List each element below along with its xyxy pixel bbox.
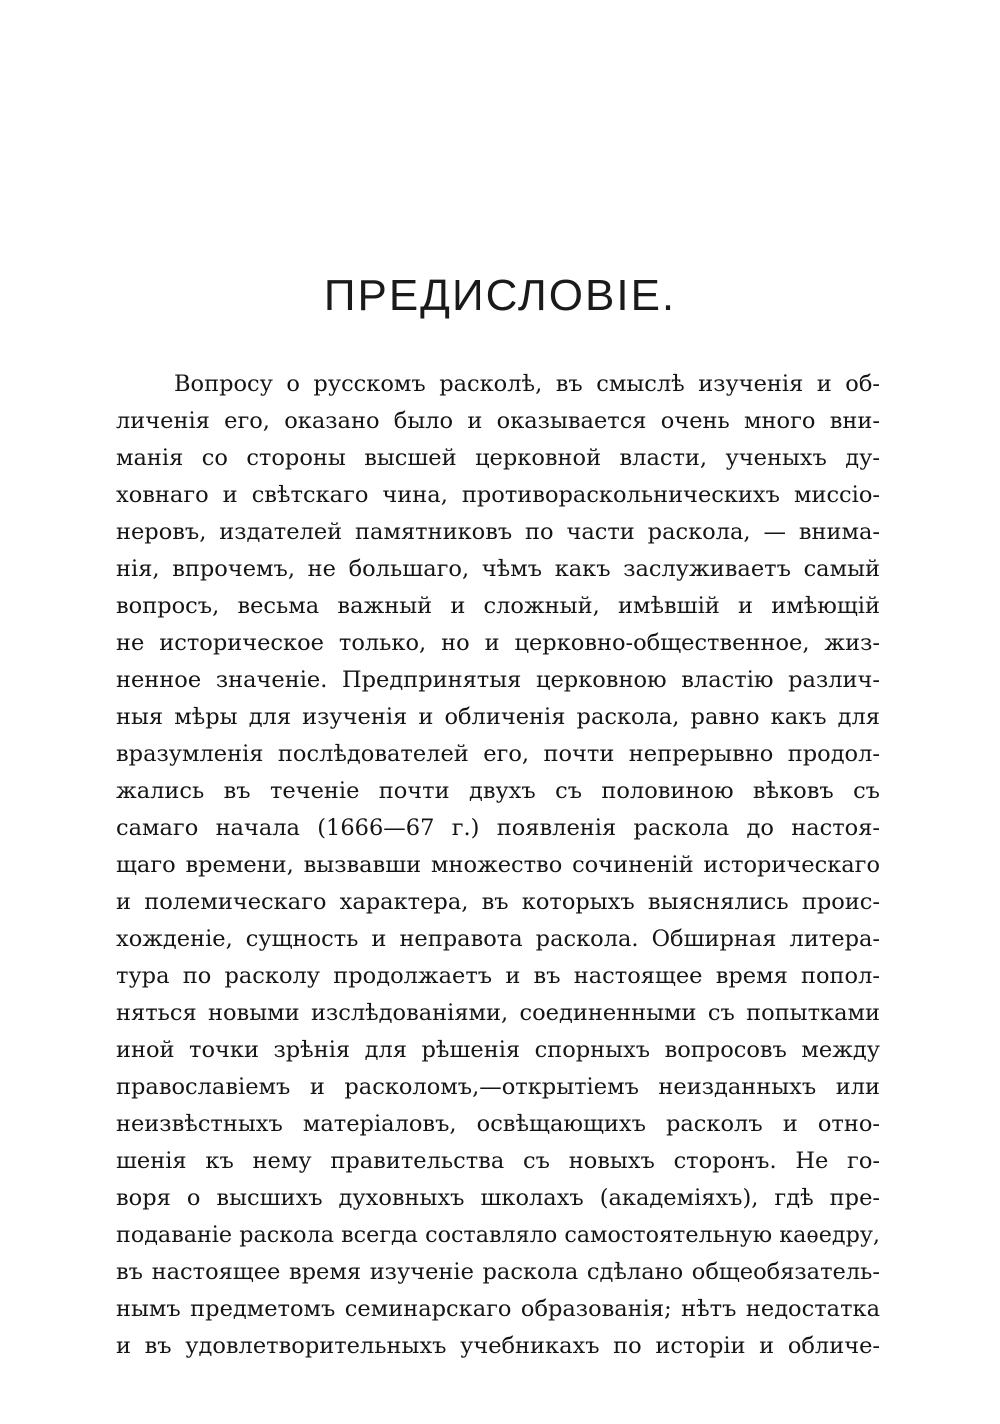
text-line: подаваніе раскола всегда составляло самостоятельную каѳедру,: [116, 1222, 880, 1248]
text-line: православіемъ и расколомъ,—открытіемъ неизданныхъ или: [116, 1074, 880, 1100]
preface-paragraph: [116, 366, 880, 1365]
page-title: ПРЕДИСЛОВІЕ.: [323, 271, 677, 320]
text-line: и полемическаго характера, въ которыхъ выяснялись проис-: [116, 889, 880, 915]
text-line: неровъ, издателей памятниковъ по части раскола, — внима-: [116, 519, 880, 545]
text-line: жались въ теченіе почти двухъ съ половиною вѣковъ съ: [116, 778, 880, 804]
text-line: ныя мѣры для изученія и обличенія раскола, равно какъ для: [116, 704, 880, 730]
text-line: ненное значеніе. Предпринятыя церковною властію различ-: [116, 667, 880, 693]
text-line: Вопросу о русскомъ расколѣ, въ смыслѣ изученія и об-: [174, 371, 880, 397]
text-line: шенія къ нему правительства съ новыхъ сторонъ. Не го-: [116, 1148, 880, 1174]
text-line: самаго начала (1666—67 г.) появленія раскола до настоя-: [116, 815, 880, 841]
text-line: нымъ предметомъ семинарскаго образованія; нѣтъ недостатка: [116, 1296, 880, 1322]
text-line: воря о высшихъ духовныхъ школахъ (академіяхъ), гдѣ пре-: [116, 1185, 880, 1211]
text-line: и въ удовлетворительныхъ учебникахъ по исторіи и обличе-: [116, 1333, 880, 1359]
text-line: въ настоящее время изученіе раскола сдѣлано общеобязатель-: [116, 1259, 880, 1285]
text-line: вопросъ, весьма важный и сложный, имѣвшій и имѣющій: [116, 593, 880, 619]
text-line: вразумленія послѣдователей его, почти непрерывно продол-: [116, 741, 880, 767]
text-line: тура по расколу продолжаетъ и въ настоящее время попол-: [116, 963, 880, 989]
text-line: неизвѣстныхъ матеріаловъ, освѣщающихъ расколъ и отно-: [116, 1111, 880, 1137]
text-line: личенія его, оказано было и оказывается очень много вни-: [116, 408, 880, 434]
text-line: хожденіе, сущность и неправота раскола. Обширная литера-: [116, 926, 880, 952]
text-line: иной точки зрѣнія для рѣшенія спорныхъ вопросовъ между: [116, 1037, 880, 1063]
text-line: ховнаго и свѣтскаго чина, противораскольническихъ миссіо-: [116, 482, 880, 508]
text-line: не историческое только, но и церковно-общественное, жиз-: [116, 630, 880, 656]
text-line: няться новыми изслѣдованіями, соединенными съ попытками: [116, 1000, 880, 1026]
text-line: щаго времени, вызвавши множество сочиненій историческаго: [116, 852, 880, 878]
text-line: манія со стороны высшей церковной власти, ученыхъ ду-: [116, 445, 880, 471]
text-line: нія, впрочемъ, не большаго, чѣмъ какъ заслуживаетъ самый: [116, 556, 880, 582]
